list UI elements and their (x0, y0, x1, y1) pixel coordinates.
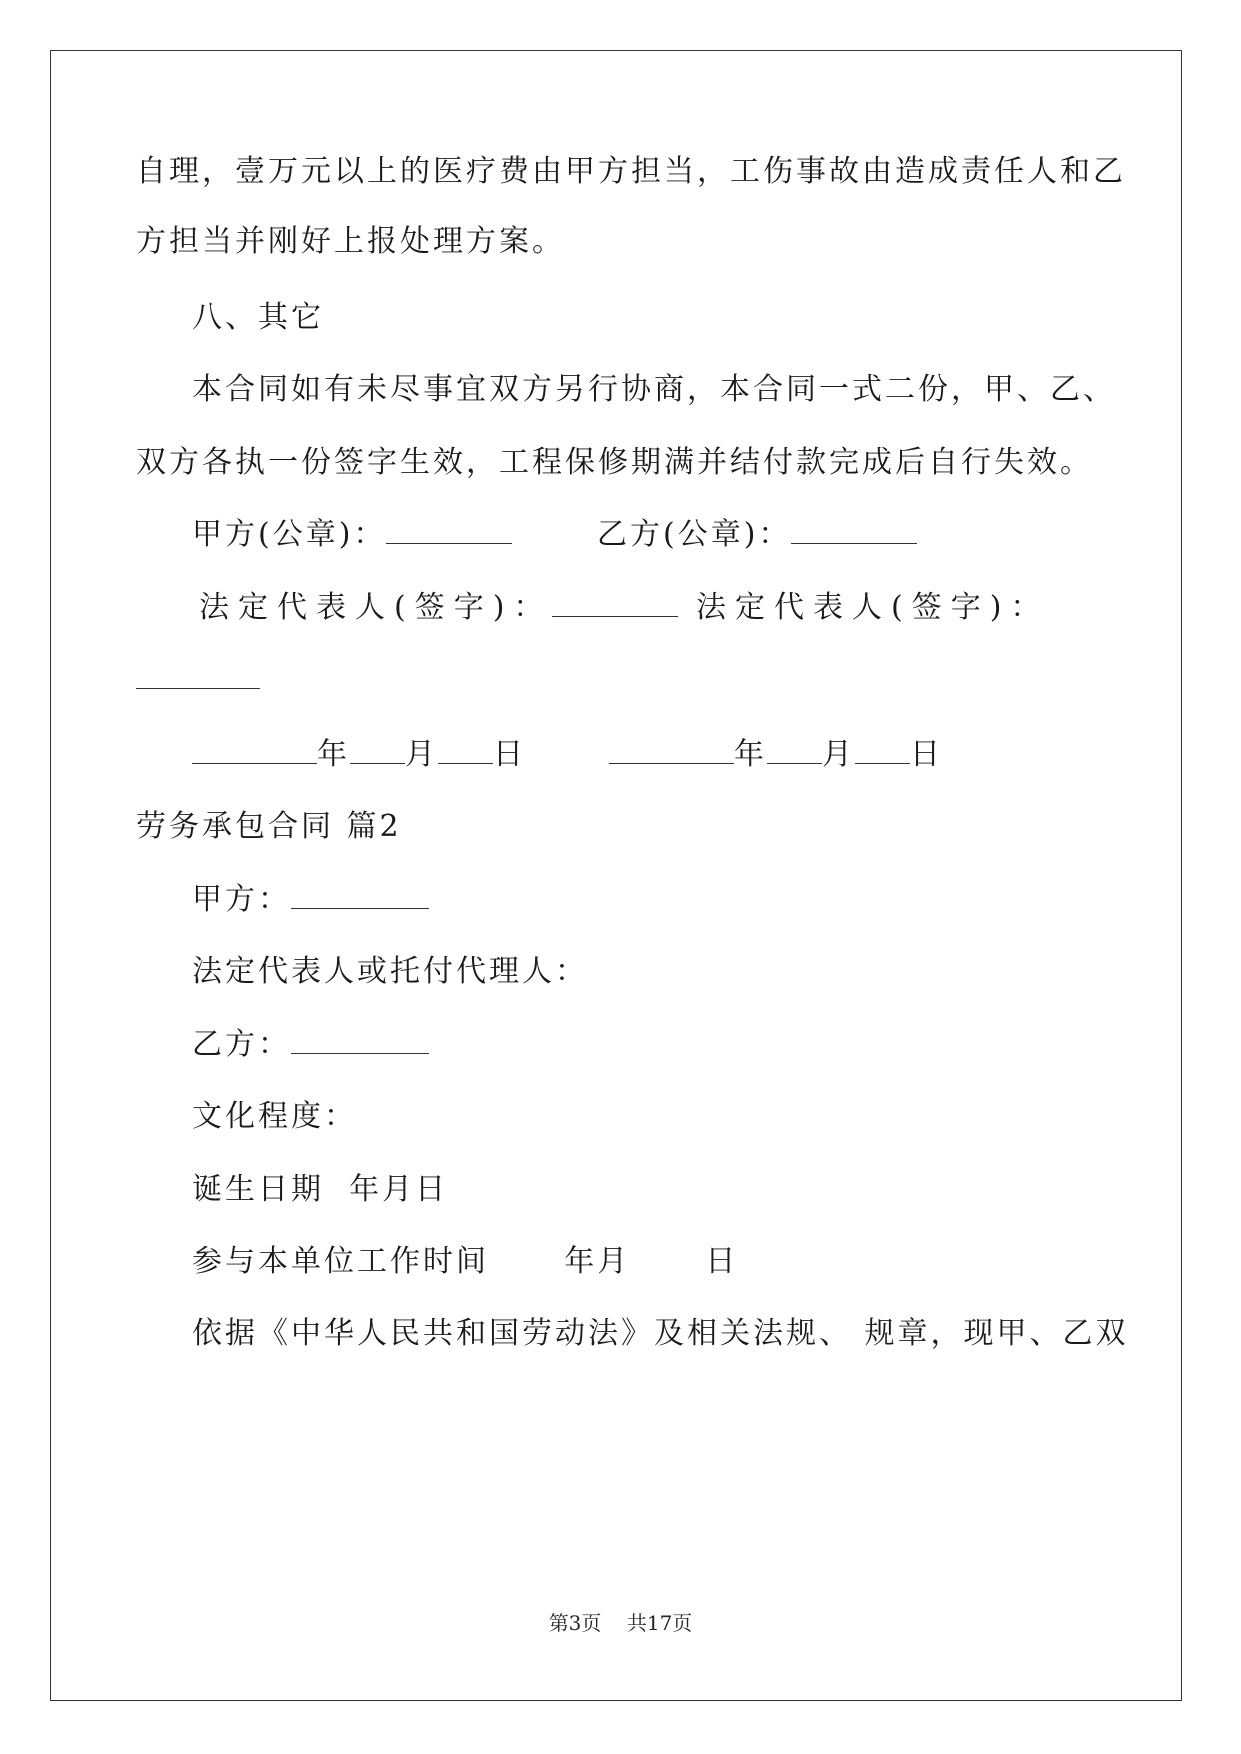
paragraph-line: 方担当并刚好上报处理方案。 (136, 224, 565, 259)
year-blank (192, 735, 317, 764)
month-label: 月 (405, 737, 438, 772)
month-blank (350, 735, 405, 764)
paragraph-line: 双方各执一份签字生效，工程保修期满并结付款完成后自行失效。 (136, 445, 1093, 480)
party-b-seal-label: 乙方(公章)： (597, 517, 792, 552)
paragraph-line: 依据《中华人民共和国劳动法》及相关法规、 规章，现甲、乙双 (192, 1316, 1129, 1351)
date-b-row (609, 735, 943, 775)
legal-rep-a-row (199, 588, 678, 628)
party-a-blank (291, 880, 429, 909)
legal-rep-agent-label: 法定代表人或托付代理人： (192, 954, 588, 989)
month-label: 月 (822, 737, 855, 772)
party-a-seal-row (192, 515, 512, 555)
legal-rep-b-blank-row (136, 660, 260, 700)
legal-rep-a-label: 法定代表人(签字)： (199, 590, 553, 625)
party-b-seal-blank (791, 515, 917, 544)
paragraph-line: 本合同如有未尽事宜双方另行协商，本合同一式二份，甲、乙、 (192, 372, 1116, 407)
education-label: 文化程度： (192, 1099, 357, 1134)
year-label: 年 (734, 737, 767, 772)
year-blank (609, 735, 734, 764)
legal-rep-b-blank (136, 660, 260, 689)
birth-date-label: 诞生日期 年月日 (192, 1172, 449, 1207)
legal-rep-a-blank (552, 588, 678, 617)
party-b-label: 乙方： (192, 1027, 291, 1062)
day-blank (855, 735, 910, 764)
party-a-label: 甲方： (192, 882, 291, 917)
party-a-seal-label: 甲方(公章)： (192, 517, 387, 552)
page-footer: 第3页 共17页 (548, 1611, 693, 1635)
paragraph-line: 自理，壹万元以上的医疗费由甲方担当，工伤事故由造成责任人和乙 (136, 154, 1126, 189)
date-a-row (192, 735, 526, 775)
party-b-blank (291, 1025, 429, 1054)
contract-title: 劳务承包合同 篇2 (136, 809, 402, 844)
party-b-row (192, 1025, 429, 1065)
party-a-row (192, 880, 429, 920)
party-b-seal-row (597, 515, 917, 555)
legal-rep-b-label: 法定代表人(签字)： (696, 590, 1050, 625)
day-label: 日 (493, 737, 526, 772)
day-blank (438, 735, 493, 764)
year-label: 年 (317, 737, 350, 772)
day-label: 日 (910, 737, 943, 772)
party-a-seal-blank (386, 515, 512, 544)
section-heading: 八、其它 (192, 300, 324, 335)
work-start-label: 参与本单位工作时间 年月 日 (192, 1244, 739, 1279)
month-blank (767, 735, 822, 764)
